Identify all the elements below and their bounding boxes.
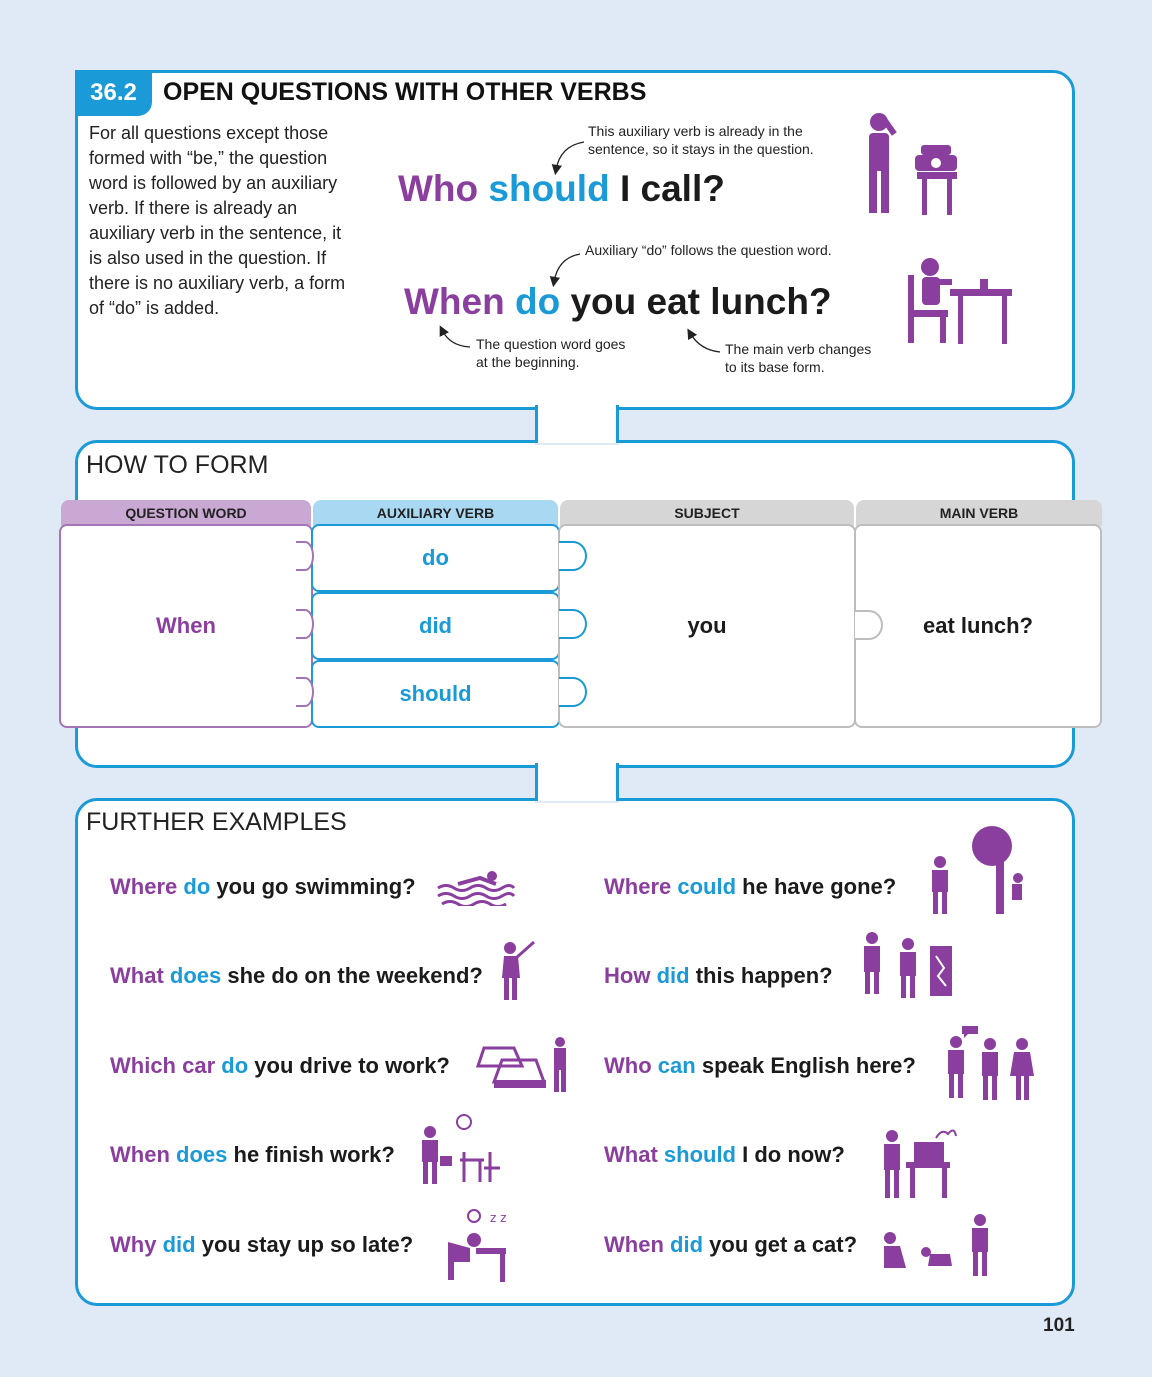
subject-card: you: [558, 524, 856, 728]
cars-icon: [474, 1034, 574, 1094]
puzzle-knob: [559, 541, 587, 571]
further-examples-title: FURTHER EXAMPLES: [86, 808, 347, 836]
puzzle-knob: [855, 610, 883, 640]
search-tree-icon: [920, 826, 1030, 918]
aux-card-should: should: [311, 660, 560, 728]
cat-icon: [880, 1212, 1000, 1278]
broken-window-icon: [858, 926, 958, 1012]
aux-card-did: did: [311, 592, 560, 660]
puzzle-knob: [296, 541, 314, 571]
puzzle-knob: [559, 609, 587, 639]
question-word: Who: [398, 168, 479, 209]
phone-call-icon: [855, 108, 965, 218]
column-header-subject: SUBJECT: [560, 500, 854, 526]
example-left-4: When does he finish work?: [110, 1142, 395, 1167]
section-title: OPEN QUESTIONS WITH OTHER VERBS: [163, 78, 647, 106]
example-right-3: Who can speak English here?: [604, 1053, 916, 1078]
sentence-rest: I call?: [619, 168, 725, 209]
sentence-rest: you eat lunch?: [570, 281, 832, 322]
note-aux-do: Auxiliary “do” follows the question word.: [585, 242, 832, 258]
eating-lunch-icon: [902, 255, 1022, 350]
how-to-form-title: HOW TO FORM: [86, 451, 269, 479]
question-word-card: When: [59, 524, 313, 728]
note-question-word: The question word goes at the beginning.: [476, 336, 626, 370]
column-header-main-verb: MAIN VERB: [856, 500, 1102, 526]
sleepy-desk-icon: [440, 1204, 520, 1284]
example-left-2: What does she do on the weekend?: [110, 963, 483, 988]
broken-computer-icon: [880, 1118, 960, 1200]
svg-text:z z: z z: [490, 1211, 507, 1225]
puzzle-knob: [296, 609, 314, 639]
panel-connector: [535, 763, 619, 801]
question-word: When: [404, 281, 505, 322]
auxiliary-verb: do: [514, 281, 561, 322]
example-right-2: How did this happen?: [604, 963, 833, 988]
column-header-auxiliary-verb: AUXILIARY VERB: [313, 500, 558, 526]
note-main-verb: The main verb changes to its base form.: [725, 341, 872, 375]
golfer-icon: [490, 938, 540, 1002]
intro-text: For all questions except those formed with “be,” the question word is followed by an auxiliary verb. If there is already an auxiliary verb in the sentence, it is also used in the question. If there is no auxiliary verb, a form of “do” is added.: [89, 123, 346, 318]
auxiliary-verb: should: [488, 168, 610, 209]
puzzle-knob: [296, 677, 314, 707]
example-right-5: When did you get a cat?: [604, 1232, 858, 1257]
swimmer-icon: [436, 866, 516, 906]
example-right-1: Where could he have gone?: [604, 874, 897, 899]
office-worker-icon: [414, 1112, 504, 1188]
aux-card-do: do: [311, 524, 560, 592]
annotation-arrows: [0, 0, 1152, 420]
section-number-badge: 36.2: [75, 70, 152, 116]
note-aux-already: This auxiliary verb is already in the sentence, so it stays in the question.: [588, 123, 814, 157]
main-verb-card: eat lunch?: [854, 524, 1102, 728]
column-header-question-word: QUESTION WORD: [61, 500, 311, 526]
example-left-1: Where do you go swimming?: [110, 874, 416, 899]
example-left-3: Which car do you drive to work?: [110, 1053, 450, 1078]
example-left-5: Why did you stay up so late?: [110, 1232, 414, 1257]
example-right-4: What should I do now?: [604, 1142, 845, 1167]
puzzle-knob: [559, 677, 587, 707]
people-talking-icon: [938, 1024, 1038, 1104]
page-number: 101: [1043, 1315, 1075, 1336]
